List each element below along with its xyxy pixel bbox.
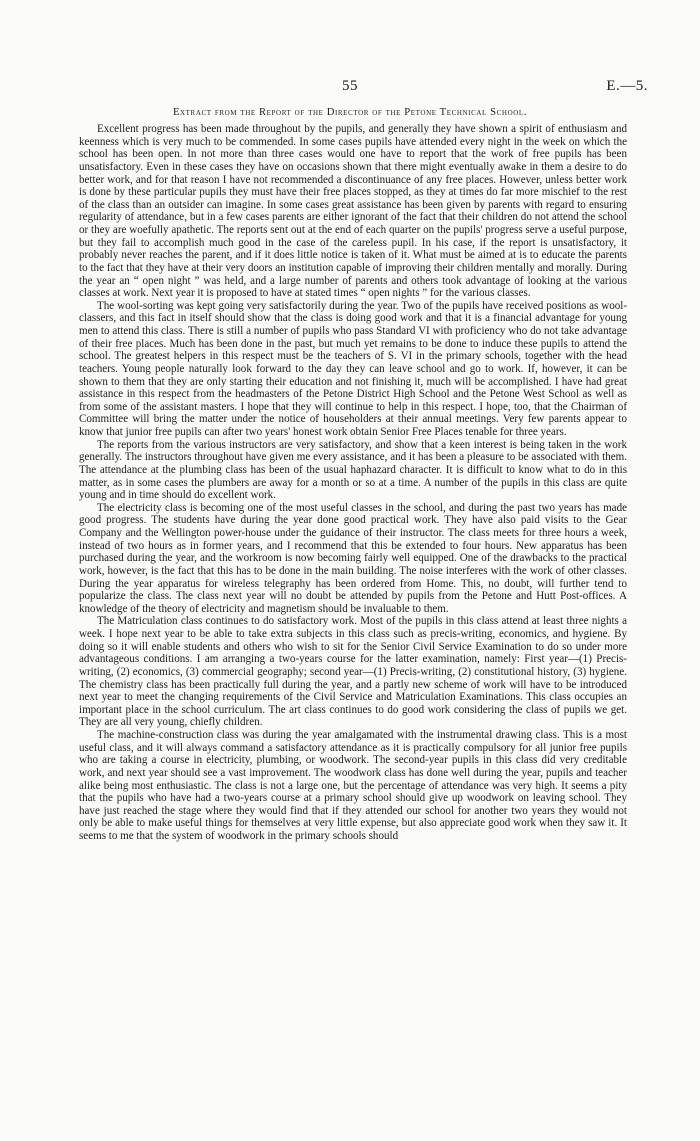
paragraph-machine-construction: The machine-construction class was during the year amalgamated with the instrumental drawing class. This is a most useful class, and it will always command a satisfactory attendance as it is practically compulsory for all junior free pupils who are taking a course in electricity, plumbing, or woodwork. The second-year pupils in this class did very creditable work, and next year should see a vast improvement. The woodwork class has done well during the year, pupils and teacher alike being most enthusiastic. The class is not a large one, but the percentage of attendance was very high. It seems a pity that the pupils who have had a two-years course at a primary school should give up woodwork on leaving school. They have just reached the stage where they would find that if they attended our school for another two years they would not only be able to make useful things for themselves at very little expense, but also appreciate good work when they saw it. It seems to me that the system of woodwork in the primary schools should [79,729,627,842]
report-body [79,123,627,843]
section-heading: Extract from the Report of the Director of the Petone Technical School. [172,107,528,118]
paragraph-attendance: Excellent progress has been made throughout by the pupils, and generally they have shown a spirit of enthusiasm and keenness which is very much to be commended. In some cases pupils have attended every night in the week on which the school has been open. In not more than three cases would one have to report that the work of free pupils has been unsatisfactory. Even in these cases they have on occasions shown that there might eventually awake in them a desire to do better work, and for that reason I have not recommended a discontinuance of any free places. However, unless better work is done by these particular pupils they must have their free places stopped, as they at times do far more mischief to the rest of the class than an outsider can imagine. In some cases great assistance has been given by parents with regard to ensuring regularity of attendance, but in a few cases parents are either ignorant of the fact that their children do not attend the school or they are woefully apathetic. The reports sent out at the end of each quarter on the pupils' progress serve a useful purpose, but they fail to accomplish much good in the case of the careless pupil. In his case, if the report is unsatisfactory, it probably never reaches the parent, and if it does little notice is taken of it. What must be aimed at is to educate the parents to the fact that they have at their very doors an institution capable of improving their children mentally and morally. During the year an “ open night ” was held, and a large number of parents and others took advantage of looking at the various classes at work. Next year it is proposed to have at stated times “ open nights ” for the various classes. [79,123,627,300]
paragraph-matriculation: The Matriculation class continues to do satisfactory work. Most of the pupils in this class attend at least three nights a week. I hope next year to be able to take extra subjects in this class such as precis-writing, economics, and hygiene. By doing so it will enable students and others who wish to sit for the Senior Civil Service Examination to do so under more advantageous conditions. I am arranging a two-years course for the latter examination, namely: First year—(1) Precis-writing, (2) economics, (3) commercial geography; second year—(1) Precis-writing, (2) constitutional history, (3) hygiene. The chemistry class has been practically full during the year, and a partly new scheme of work will have to be introduced next year to meet the changing requirements of the Civil Service and Matriculation Examinations. This class occupies an important place in the school curriculum. The art class continues to do good work considering the class of pupils we get. They are all very young, chiefly children. [79,615,627,729]
paragraph-electricity: The electricity class is becoming one of the most useful classes in the school, and during the past two years has made good progress. The students have during the year done good practical work. They have also paid visits to the Gear Company and the Wellington power-house under the guidance of their instructor. The class meets for three hours a week, instead of two hours as in former years, and I recommend that this be extended to four hours. New apparatus has been purchased during the year, and the workroom is now becoming fairly well equipped. One of the drawbacks to the practical work, however, is the fact that this has to be done in the main building. The noise interferes with the work of other classes. During the year apparatus for wireless telegraphy has been ordered from Home. This, no doubt, will further tend to popularize the class. The class next year will no doubt be attended by pupils from the Petone and Hutt Post-offices. A knowledge of the theory of electricity and magnetism should be invaluable to them. [79,501,627,615]
paragraph-instructors-plumbing: The reports from the various instructors are very satisfactory, and show that a keen interest is being taken in the work generally. The instructors throughout have given me every assistance, and it has been a pleasure to be associated with them. The attendance at the plumbing class has been of the usual haphazard character. It is difficult to know what to do in this matter, as in some cases the plumbers are away for a month or so at a time. A number of the pupils in this class are quite young and in time should do excellent work. [79,438,627,502]
document-reference: E.—5. [606,78,648,94]
paragraph-wool-sorting: The wool-sorting was kept going very satisfactorily during the year. Two of the pupils have received positions as wool-classers, and this fact in itself should show that the class is doing good work and that it is a financial advantage for young men to attend this class. There is still a number of pupils who pass Standard VI with proficiency who do not take advantage of their free places. Much has been done in the past, but much yet remains to be done to induce these pupils to attend the school. The greatest helpers in this respect must be the teachers of S. VI in the primary schools, together with the head teachers. Young people naturally look forward to the day they can leave school and go to work. If, however, it can be shown to them that they are only starting their education and not finishing it, much will be accomplished. I have had great assistance in this respect from the headmasters of the Petone District High School and the Petone West School as well as from some of the assistant masters. I hope that they will continue to help in this respect. I hope, too, that the Chairman of Committee will bring the matter under the notice of householders at their annual meetings. Very few parents appear to know that junior free pupils can after two years' honest work obtain Senior Free Places tenable for three years. [79,299,627,438]
page-number: 55 [342,78,358,94]
